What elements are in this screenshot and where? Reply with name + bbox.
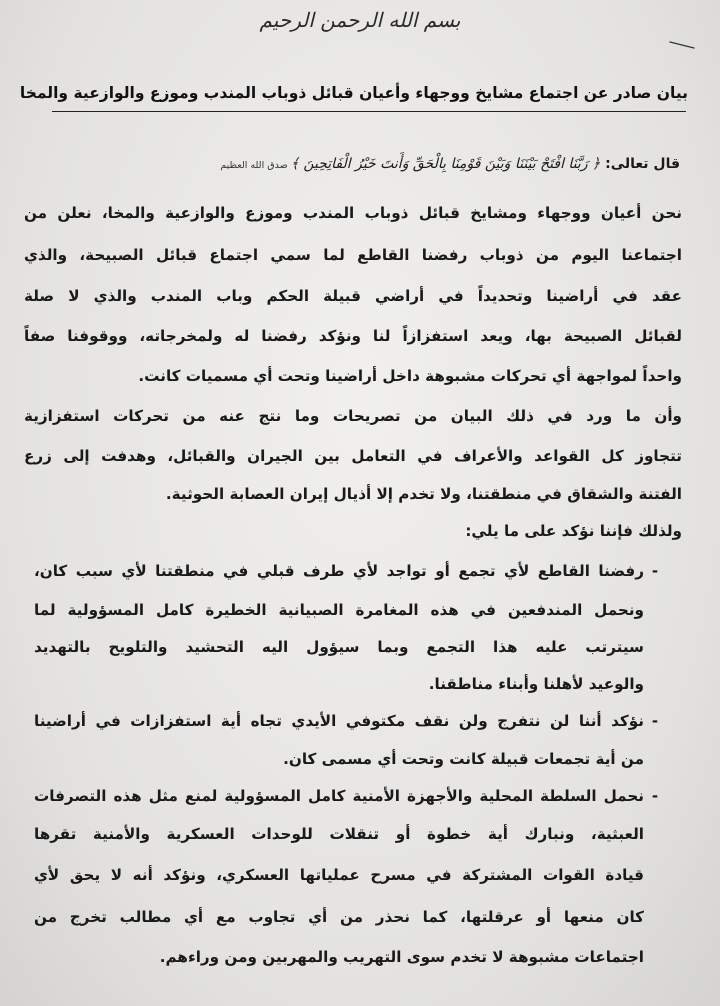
paragraph-line: اجتماعنا اليوم من ذوباب رفضنا القاطع لما سمي اجتماع قبائل الصبيحة، والذي [24,246,682,264]
pen-stroke-mark [668,40,696,50]
bullet-line: من أية تجمعات قبيلة كانت وتحت أي مسمى كان. [283,750,644,768]
bullet-marker: - [651,562,659,580]
title-underline [52,111,686,112]
bullet-line: ونحمل المندفعين في هذه المغامرة الصبيانية الخطيرة كامل المسؤولية لما [34,601,644,619]
bullet-line: كان منعها أو عرقلتها، كما نحذر من أي تجاوب مع أي مطالب تخرج من [34,908,644,926]
bullet-line: نؤكد أننا لن نتفرج ولن نقف مكتوفي الأيدي تجاه أية استفزازات في أراضينا [34,712,644,730]
bullet-line: العبثية، ونبارك أية خطوة أو تنقلات للوحدات العسكرية والأمنية تقرها [34,825,644,843]
bullet-marker: - [651,787,659,805]
paragraph-line: الفتنة والشقاق في منطقتنا، ولا تخدم إلا أذيال إيران العصابة الحوثية. [165,485,682,503]
statement-title: بيان صادر عن اجتماع مشايخ ووجهاء وأعيان قبائل ذوباب المندب وموزع والوازعية والمخا [19,84,688,102]
bullet-marker: - [651,712,659,730]
quran-intro: قال تعالى: [600,156,680,172]
paragraph-line: تتجاوز كل القواعد والأعراف في التعامل بين الجيران والقبائل، وهدفت إلى زرع [24,447,682,465]
bullet-line: والوعيد لأهلنا وأبناء مناطقنا. [428,675,644,693]
bullet-line: قيادة القوات المشتركة في مسرح عملياتها العسكري، ونؤكد أنه لا يحق لأي [34,866,644,884]
paragraph-line: عقد في أراضينا وتحديداً في أراضي قبيلة الحكم وباب المندب والذي لا صلة [24,287,682,305]
paragraph-line: واحداً لمواجهة أي تحركات مشبوهة داخل أراضينا وتحت أي مسميات كانت. [138,367,682,385]
basmala-calligraphy: بسم الله الرحمن الرحيم [259,8,461,32]
bullet-line: نحمل السلطة المحلية والأجهزة الأمنية كامل المسؤولية لمنع مثل هذه التصرفات [34,787,644,805]
paragraph-line: وأن ما ورد في ذلك البيان من تصريحات وما نتج عنه من تحركات استفزازية [24,407,682,425]
quran-verse-line [40,156,680,172]
paragraph-line: لقبائل الصبيحة بها، ويعد استفزازاً لنا ونؤكد رفضنا له ولمخرجاته، ووقوفنا صفاً [24,327,682,345]
quran-verse: ﴿ رَبَّنَا افْتَحْ بَيْنَنَا وَبَيْنَ قَوْمِنَا بِالْحَقِّ وَأَنتَ خَيْرُ الْفَاتِحِينَ ﴾ [290,156,601,172]
quran-closing: صدق الله العظيم [220,160,291,171]
bullet-line: سيترتب عليه هذا التجمع وبما سيؤول اليه التحشيد والتلويح بالتهديد [34,638,644,656]
paragraph-line: نحن أعيان ووجهاء ومشايخ قبائل ذوباب المندب وموزع والوازعية والمخا، نعلن من [24,204,682,222]
bullet-line: اجتماعات مشبوهة لا تخدم سوى التهريب والمهربين ومن وراءهم. [159,948,644,966]
lead-in-line: ولذلك فإننا نؤكد على ما يلي: [465,522,682,540]
bullet-line: رفضنا القاطع لأي تجمع أو تواجد لأي طرف قبلي في منطقتنا لأي سبب كان، [34,562,644,580]
